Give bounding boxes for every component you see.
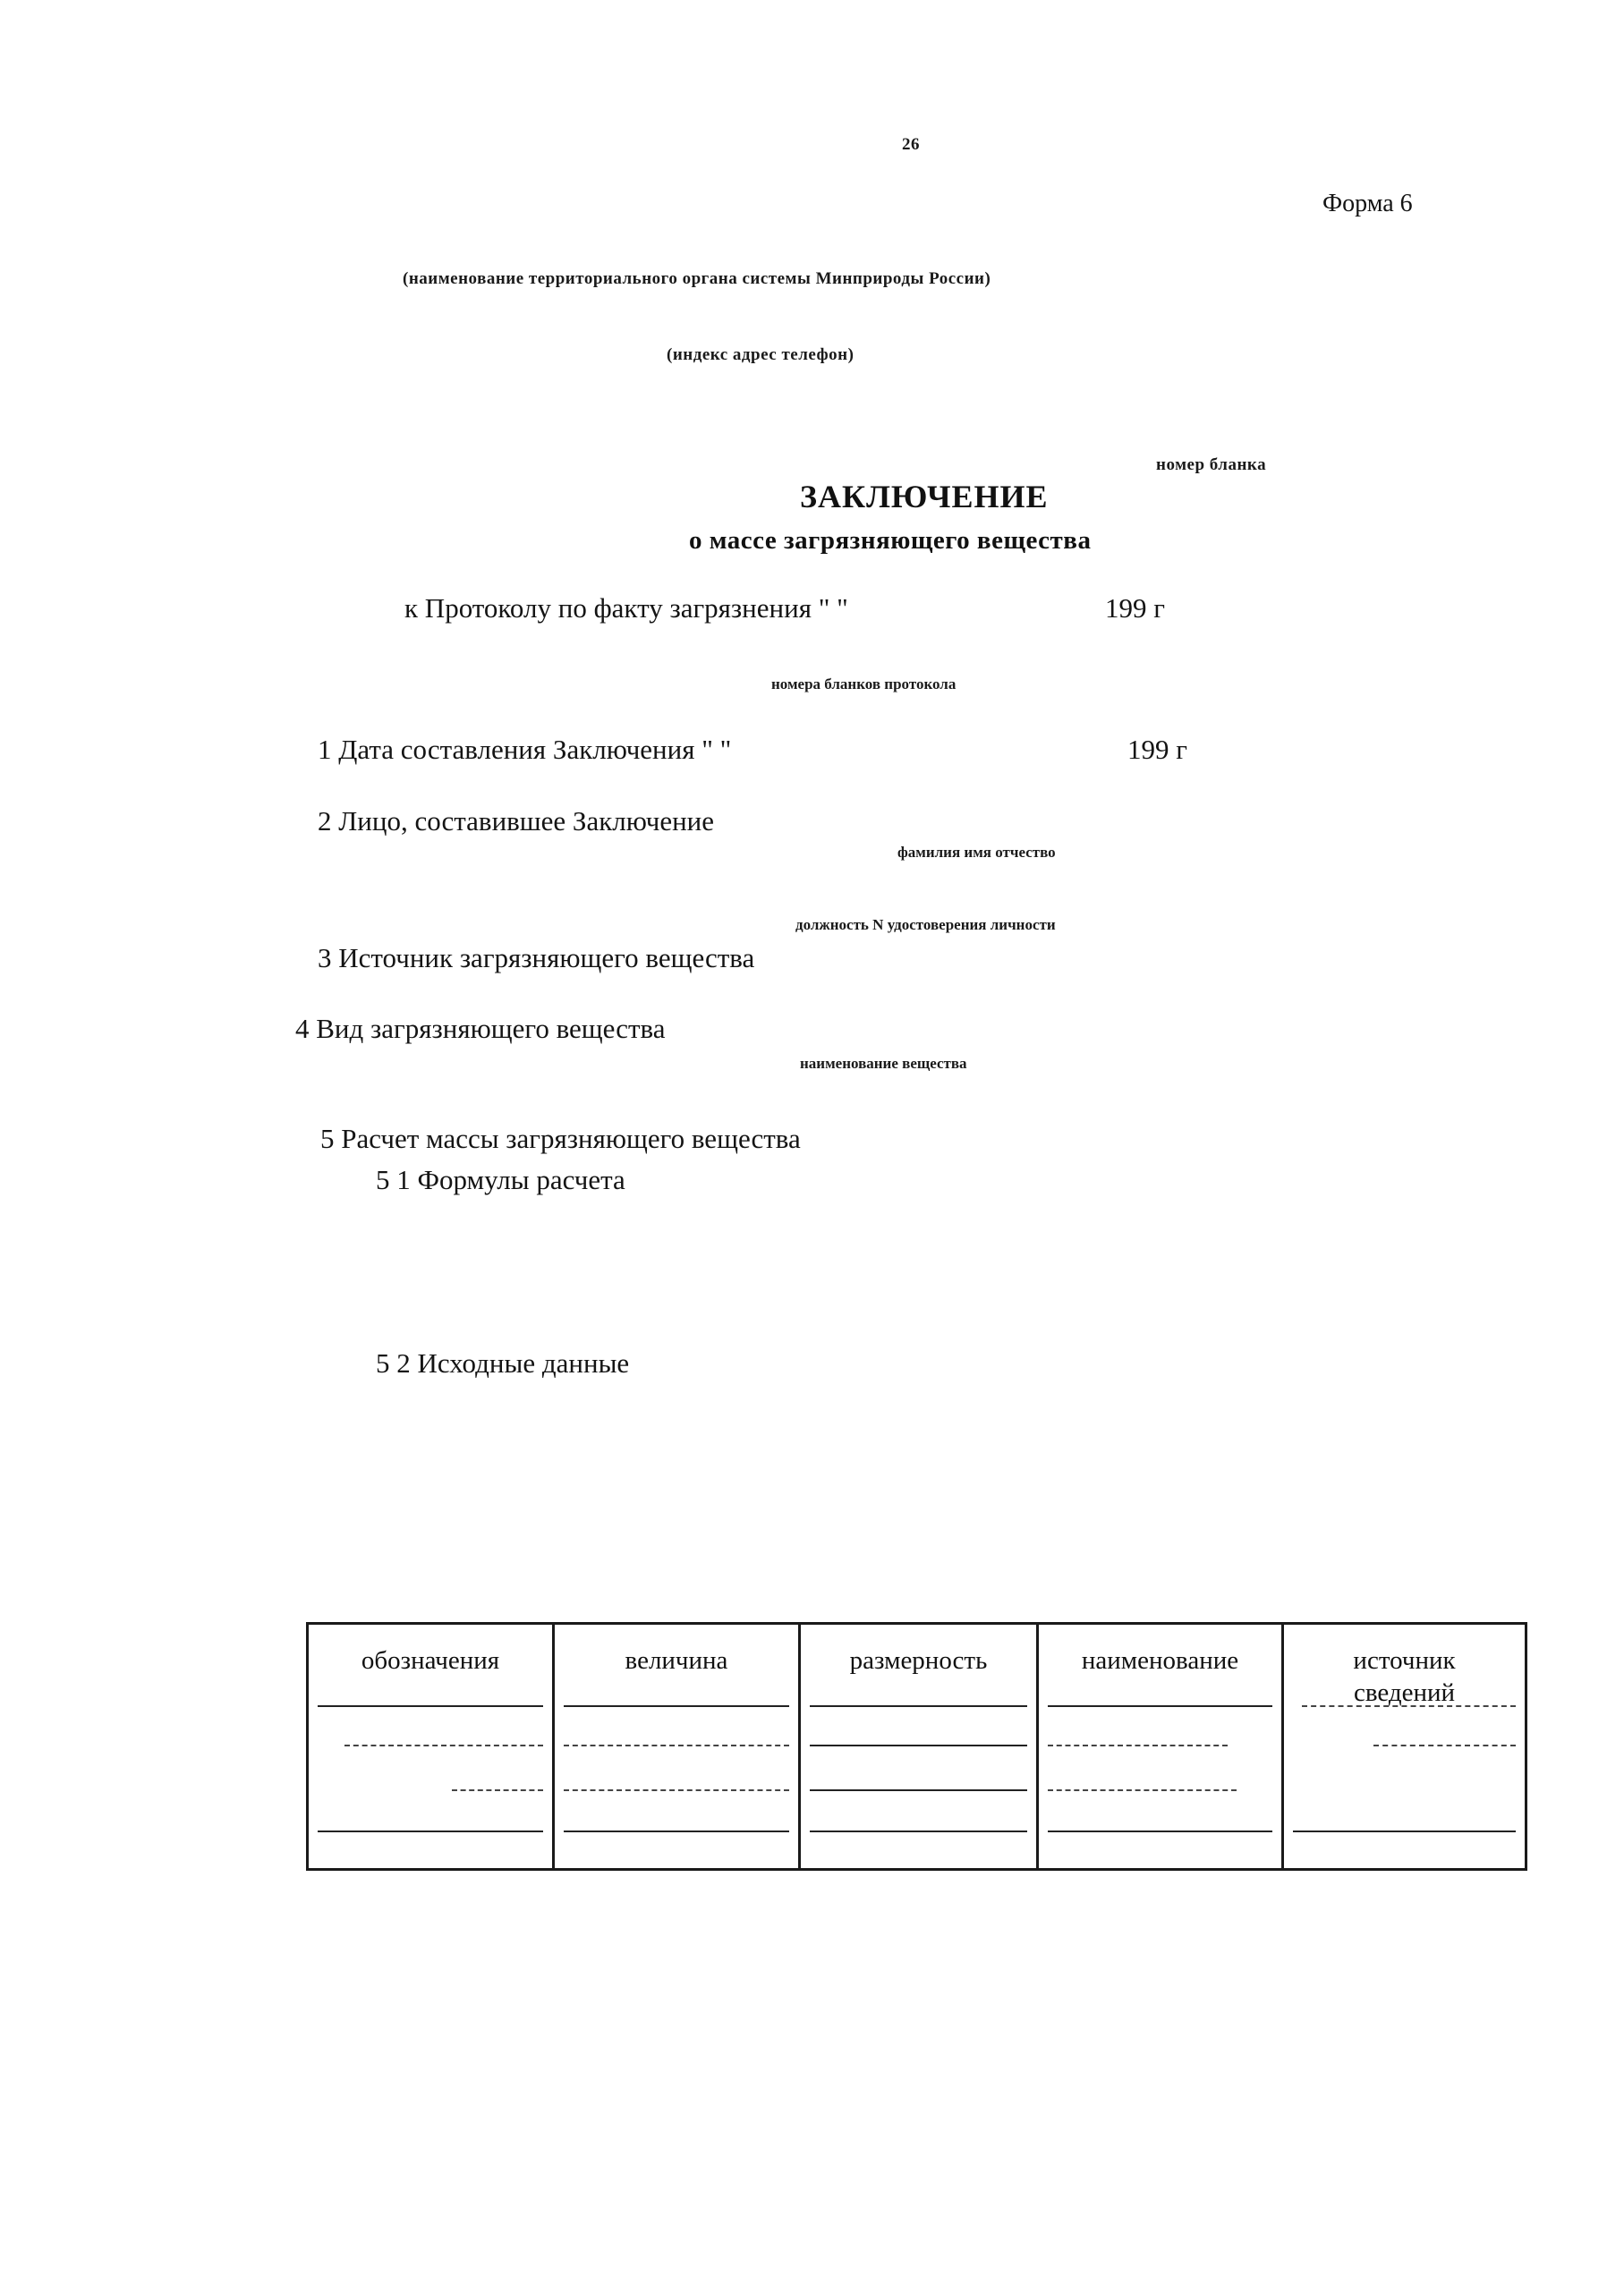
table-line (564, 1745, 789, 1746)
blank-number-label: номер бланка (1156, 455, 1267, 474)
item-2-caption-name: фамилия имя отчество (897, 844, 1056, 861)
table-line (564, 1831, 789, 1832)
address-caption: (индекс адрес телефон) (667, 345, 855, 364)
item-5-2-text: 5 2 Исходные данные (376, 1347, 630, 1379)
document-subtitle: о массе загрязняющего вещества (689, 526, 1092, 555)
table-line (1373, 1745, 1516, 1746)
protocol-line-text: к Протоколу по факту загрязнения " " (404, 592, 848, 624)
table-header-value (554, 1624, 800, 1870)
table-line (1293, 1831, 1516, 1832)
item-5-1-text: 5 1 Формулы расчета (376, 1164, 625, 1195)
item-2-caption-position: должность N удостоверения личности (795, 916, 1056, 933)
table-line (810, 1705, 1027, 1707)
table-line (1048, 1745, 1228, 1746)
item-4-text: 4 Вид загрязняющего вещества (295, 1013, 666, 1044)
table-header-source (1283, 1624, 1526, 1870)
table-line (810, 1789, 1027, 1791)
table-header-designation (308, 1624, 554, 1870)
form-label: Форма 6 (1322, 190, 1413, 217)
table-line (452, 1789, 543, 1791)
protocol-numbers-caption: номера бланков протокола (771, 675, 957, 692)
table-line (564, 1789, 789, 1791)
page-number: 26 (902, 135, 920, 154)
column-label: обозначения (361, 1646, 500, 1675)
table-line (810, 1831, 1027, 1832)
table-line (344, 1745, 543, 1746)
protocol-line-year: 199 г (1105, 592, 1165, 624)
table-line (1048, 1789, 1237, 1791)
source-data-table (306, 1622, 1527, 1871)
item-5-text: 5 Расчет массы загрязняющего вещества (320, 1123, 801, 1154)
column-label: размерность (849, 1646, 988, 1675)
organ-caption: (наименование территориального органа системы Минприроды России) (403, 269, 991, 288)
item-3-text: 3 Источник загрязняющего вещества (318, 942, 755, 973)
item-2-text: 2 Лицо, составившее Заключение (318, 805, 715, 837)
table-line (564, 1705, 789, 1707)
table-line (1048, 1831, 1272, 1832)
table-line (810, 1745, 1027, 1746)
item-4-caption: наименование вещества (800, 1055, 967, 1072)
table-line (318, 1831, 543, 1832)
item-1-text: 1 Дата составления Заключения " " (318, 734, 732, 765)
item-1-year: 199 г (1127, 734, 1187, 765)
table-line (1302, 1705, 1516, 1707)
table-row (308, 1624, 1526, 1870)
table-line (1048, 1705, 1272, 1707)
table-header-dimension (800, 1624, 1038, 1870)
table-header-name (1038, 1624, 1283, 1870)
column-label: величина (625, 1646, 728, 1675)
table-line (318, 1705, 543, 1707)
document-title: ЗАКЛЮЧЕНИЕ (800, 479, 1049, 514)
column-label: источник сведений (1353, 1646, 1456, 1708)
column-label: наименование (1081, 1646, 1239, 1675)
